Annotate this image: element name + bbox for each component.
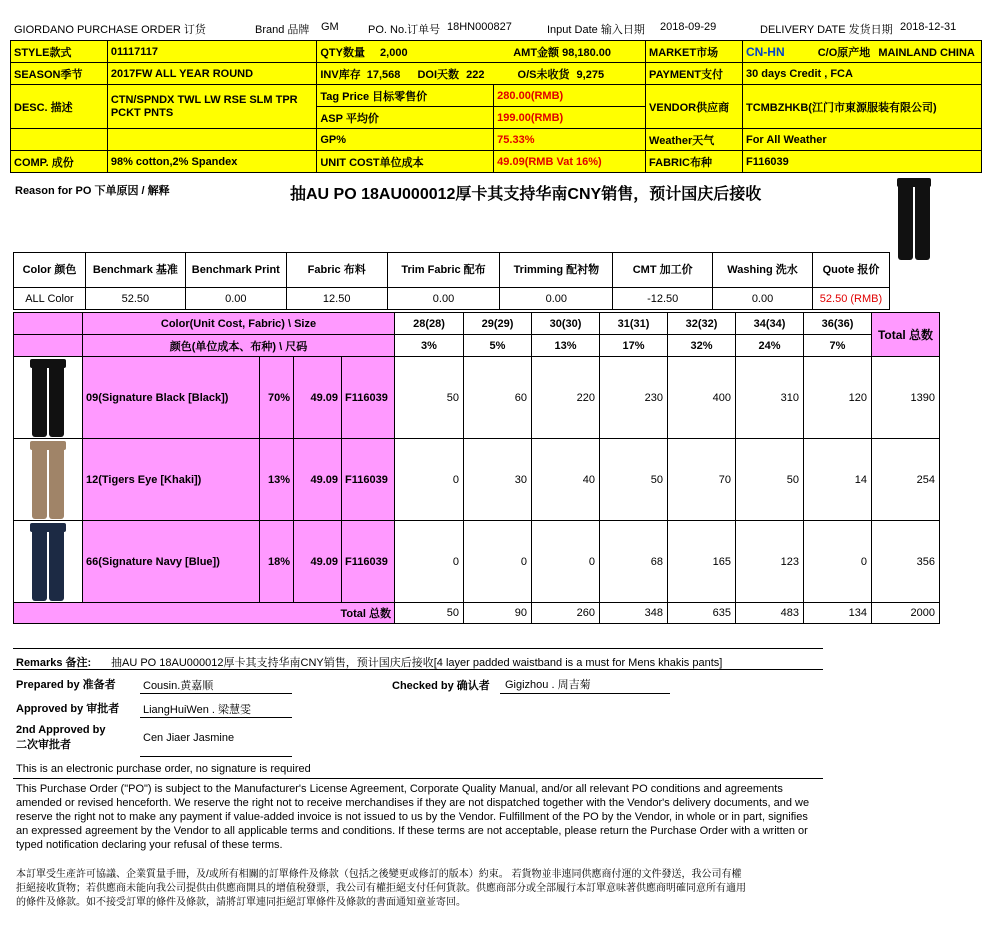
asp-label: ASP 平均价 (317, 107, 494, 129)
grand-total-cell: 635 (668, 603, 736, 624)
second-approved-label-cn: 二次审批者 (16, 739, 71, 751)
weather-label: Weather天气 (646, 129, 743, 151)
pants-thumbnail (30, 523, 66, 601)
size-qty-cell: 0 (464, 521, 532, 603)
season-label: SEASON季节 (11, 63, 108, 85)
size-qty-cell: 50 (736, 439, 804, 521)
tag-price-value: 280.00(RMB) (494, 85, 646, 107)
market-co-cell (742, 41, 981, 63)
divider (13, 648, 823, 649)
benchmark-value-cell: 52.50 (RMB) (812, 288, 889, 310)
swatch-header-cell (14, 313, 83, 335)
delivery-date: 2018-12-31 (900, 21, 957, 33)
payment-label: PAYMENT支付 (646, 63, 743, 85)
pants-leg (49, 531, 64, 601)
size-qty-cell: 40 (532, 439, 600, 521)
size-label-cell: 28(28) (395, 313, 464, 335)
benchmark-value-cell: 0.00 (713, 288, 813, 310)
empty-cell (11, 129, 108, 151)
fabric-value: F116039 (742, 151, 981, 173)
size-qty-cell: 310 (736, 357, 804, 439)
inv-label: INV库存 (320, 68, 361, 81)
table-row (14, 357, 940, 439)
benchmark-header-cell: Benchmark Print (185, 253, 286, 288)
terms-en-line: an expressed agreement by the Vendor to all applicable terms and conditions. If these terms are not acceptable, please return the Purchase Order with a written or (16, 825, 808, 837)
size-pct-cell: 13% (532, 335, 600, 357)
benchmark-header-row (14, 253, 890, 288)
size-qty-cell: 0 (395, 439, 464, 521)
size-qty-cell: 50 (395, 357, 464, 439)
delivery-date-label: DELIVERY DATE 发货日期 (760, 24, 893, 36)
size-pct-cell: 17% (600, 335, 668, 357)
os-label: O/S未收货 (517, 68, 570, 81)
benchmark-header-cell: CMT 加工价 (613, 253, 713, 288)
po-header (0, 0, 990, 38)
po-number: 18HN000827 (447, 21, 512, 33)
amt-value: 98,180.00 (562, 46, 612, 59)
size-pct-cell: 7% (804, 335, 872, 357)
pants-leg (49, 449, 64, 519)
grand-total-cell: 483 (736, 603, 804, 624)
benchmark-header-cell: Quote 报价 (812, 253, 889, 288)
size-label-cell: 31(31) (600, 313, 668, 335)
size-pct-row (14, 335, 940, 357)
season-value: 2017FW ALL YEAR ROUND (107, 63, 317, 85)
inventory-cell (317, 63, 646, 85)
approved-by-label: Approved by 审批者 (16, 703, 120, 715)
benchmark-value-cell: 0.00 (185, 288, 286, 310)
signature-line (140, 693, 292, 694)
color-swatch-cell (14, 439, 83, 521)
size-qty-cell: 0 (395, 521, 464, 603)
size-qty-cell: 60 (464, 357, 532, 439)
co-value: MAINLAND CHINA (878, 46, 975, 59)
size-qty-cell: 70 (668, 439, 736, 521)
color-name-cell: 66(Signature Navy [Blue]) (83, 521, 260, 603)
desc-label: DESC. 描述 (11, 85, 108, 129)
signature-line (140, 756, 292, 757)
benchmark-value-cell: 0.00 (500, 288, 613, 310)
pants-leg (32, 367, 47, 437)
po-number-label: PO. No.订单号 (368, 24, 441, 36)
doi-label: DOI天数 (417, 68, 460, 81)
terms-cn-line: 的條件及條款。如不接受訂單的條件及條款，請將訂單連同拒絕訂單條件及條款的書面通知童並寄回。 (16, 897, 466, 908)
size-qty-cell: 165 (668, 521, 736, 603)
size-label-cell: 32(32) (668, 313, 736, 335)
row-total-cell: 254 (872, 439, 940, 521)
gp-label: GP% (317, 129, 494, 151)
signature-line (140, 717, 292, 718)
second-approved-label-en: 2nd Approved by (16, 724, 106, 736)
size-qty-cell: 30 (464, 439, 532, 521)
size-qty-cell: 230 (600, 357, 668, 439)
divider (13, 669, 823, 670)
size-qty-cell: 50 (600, 439, 668, 521)
terms-en-line: amended or revised henceforth. We reserve the right not to receive merchandises if they are not dispatched together with the Vendor's delivery documents, and we (16, 797, 810, 809)
po-title: GIORDANO PURCHASE ORDER 订货 (14, 24, 206, 36)
grand-total-value: 2000 (872, 603, 940, 624)
market-label: MARKET市场 (646, 41, 743, 63)
benchmark-header-cell: Trimming 配衬物 (500, 253, 613, 288)
qty-value: 2,000 (380, 46, 408, 59)
product-image (897, 178, 931, 260)
size-pct-cell: 32% (668, 335, 736, 357)
size-label-cell: 29(29) (464, 313, 532, 335)
size-qty-cell: 400 (668, 357, 736, 439)
size-breakdown-table (13, 312, 940, 624)
asp-value: 199.00(RMB) (494, 107, 646, 129)
table-row (14, 521, 940, 603)
unit-cost-cell: 49.09 (294, 357, 342, 439)
color-name-cell: 09(Signature Black [Black]) (83, 357, 260, 439)
benchmark-value-cell: 12.50 (286, 288, 387, 310)
brand-label: Brand 品牌 (255, 24, 310, 36)
prepared-by-label: Prepared by 准备者 (16, 679, 116, 691)
qty-label: QTY数量 (320, 46, 365, 59)
payment-value: 30 days Credit , FCA (742, 63, 981, 85)
benchmark-header-cell: Fabric 布料 (286, 253, 387, 288)
swatch-header-cell (14, 335, 83, 357)
table-row (14, 439, 940, 521)
fabric-code-cell: F116039 (342, 439, 395, 521)
fabric-label: FABRIC布种 (646, 151, 743, 173)
signature-line (500, 693, 670, 694)
checked-by-value: Gigizhou . 周吉菊 (505, 679, 591, 691)
prepared-by-value: Cousin.黄嘉顺 (143, 680, 214, 692)
benchmark-header-cell: Trim Fabric 配布 (387, 253, 500, 288)
comp-value: 98% cotton,2% Spandex (107, 151, 317, 173)
size-qty-cell: 220 (532, 357, 600, 439)
brand-value: GM (321, 21, 339, 33)
size-qty-cell: 123 (736, 521, 804, 603)
remarks-label: Remarks 备注: (16, 657, 92, 669)
grand-total-row (14, 603, 940, 624)
benchmark-value-cell: -12.50 (613, 288, 713, 310)
second-approved-value: Cen Jiaer Jasmine (143, 732, 235, 744)
unit-cost-cell: 49.09 (294, 439, 342, 521)
terms-en-line: reserve the right not to make any payment if value-added invoice is not issued to us by the Vendor. Fulfillment of the PO by the Vendor, in whole or in part, signifies (16, 811, 808, 823)
weather-value: For All Weather (742, 129, 981, 151)
size-qty-cell: 14 (804, 439, 872, 521)
terms-cn-line: 本訂單受生產許可協議、企業質量手冊，及/或所有相關的訂單條件及條款（包括之後變更或修訂的版本）約束。 若貨物並非連同供應商付運的文件發送，我公司有權 (16, 869, 742, 880)
qty-amt-cell (317, 41, 646, 63)
checked-by-label: Checked by 确认者 (392, 680, 490, 692)
terms-en-line: This Purchase Order ("PO") is subject to the Manufacturer's License Agreement, Corporate Quality Manual, and/or all relevant PO conditions and agreements (16, 783, 783, 795)
terms-cn-line: 拒絕接收貨物；若供應商未能向我公司提供由供應商開具的增值稅發票，我公司有權拒絕支付任何貨款。供應商部分或全部履行本訂單意味著供應商明確同意所有適用 (16, 883, 746, 894)
color-size-header-en: Color(Unit Cost, Fabric) \ Size (83, 313, 395, 335)
vendor-value: TCMBZHKB(江门市東源服装有限公司) (742, 85, 981, 129)
grand-total-cell: 260 (532, 603, 600, 624)
pants-leg (32, 531, 47, 601)
color-pct-cell: 18% (260, 521, 294, 603)
size-label-cell: 30(30) (532, 313, 600, 335)
doi-value: 222 (466, 68, 485, 81)
unit-cost-value: 49.09(RMB Vat 16%) (494, 151, 646, 173)
gp-value: 75.33% (494, 129, 646, 151)
fabric-code-cell: F116039 (342, 357, 395, 439)
amt-label: AMT金额 (513, 46, 560, 59)
benchmark-header-cell: Washing 洗水 (713, 253, 813, 288)
approved-by-value: LiangHuiWen . 梁慧雯 (143, 704, 252, 716)
tag-price-label: Tag Price 目标零售价 (317, 85, 494, 107)
color-size-header-cn: 颜色(单位成本、布种) \ 尺码 (83, 335, 395, 357)
pants-thumbnail (30, 441, 66, 519)
reason-text: 抽AU PO 18AU000012厚卡其支持华南CNY销售，预计国庆后接收 (290, 186, 762, 203)
benchmark-table (13, 252, 890, 310)
size-pct-cell: 3% (395, 335, 464, 357)
inv-value: 17,568 (366, 68, 401, 81)
color-pct-cell: 70% (260, 357, 294, 439)
remarks-text: 抽AU PO 18AU000012厚卡其支持华南CNY销售，预计国庆后接收[4 layer padded waistband is a must for Mens khakis pants] (111, 657, 723, 669)
benchmark-header-cell: Color 颜色 (14, 253, 86, 288)
row-total-cell: 1390 (872, 357, 940, 439)
benchmark-value-cell: 52.50 (85, 288, 185, 310)
style-label: STYLE款式 (11, 41, 108, 63)
grand-total-cell: 348 (600, 603, 668, 624)
size-label-cell: 34(34) (736, 313, 804, 335)
input-date: 2018-09-29 (660, 21, 717, 33)
grand-total-cell: 50 (395, 603, 464, 624)
color-swatch-cell (14, 357, 83, 439)
co-label: C/O原产地 (817, 46, 871, 59)
vendor-label: VENDOR供应商 (646, 85, 743, 129)
size-header-row (14, 313, 940, 335)
benchmark-values-row (14, 288, 890, 310)
divider (13, 778, 823, 779)
size-qty-cell: 120 (804, 357, 872, 439)
size-label-cell: 36(36) (804, 313, 872, 335)
empty-cell (107, 129, 317, 151)
color-name-cell: 12(Tigers Eye [Khaki]) (83, 439, 260, 521)
color-swatch-cell (14, 521, 83, 603)
size-pct-cell: 24% (736, 335, 804, 357)
reason-label: Reason for PO 下单原因 / 解释 (15, 185, 170, 197)
pants-leg (32, 449, 47, 519)
comp-label: COMP. 成份 (11, 151, 108, 173)
pants-thumbnail (30, 359, 66, 437)
size-qty-cell: 0 (532, 521, 600, 603)
grand-total-cell: 134 (804, 603, 872, 624)
electronic-notice: This is an electronic purchase order, no signature is required (16, 763, 311, 775)
fabric-code-cell: F116039 (342, 521, 395, 603)
os-value: 9,275 (576, 68, 605, 81)
unit-cost-cell: 49.09 (294, 521, 342, 603)
desc-value: CTN/SPNDX TWL LW RSE SLM TPR PCKT PNTS (107, 85, 317, 129)
total-header-cell: Total 总数 (872, 313, 940, 357)
benchmark-header-cell: Benchmark 基准 (85, 253, 185, 288)
grand-total-cell: 90 (464, 603, 532, 624)
size-pct-cell: 5% (464, 335, 532, 357)
row-total-cell: 356 (872, 521, 940, 603)
size-qty-cell: 0 (804, 521, 872, 603)
grand-total-label: Total 总数 (14, 603, 395, 624)
pants-leg (49, 367, 64, 437)
benchmark-value-cell: 0.00 (387, 288, 500, 310)
color-pct-cell: 13% (260, 439, 294, 521)
size-qty-cell: 68 (600, 521, 668, 603)
unit-cost-label: UNIT COST单位成本 (317, 151, 494, 173)
input-date-label: Input Date 输入日期 (547, 24, 645, 36)
benchmark-value-cell: ALL Color (14, 288, 86, 310)
style-value: 01117117 (107, 41, 317, 63)
market-value: CN-HN (745, 44, 785, 59)
terms-en-line: typed notification declaring your refusal of these terms. (16, 839, 283, 851)
order-info-table (10, 40, 982, 173)
